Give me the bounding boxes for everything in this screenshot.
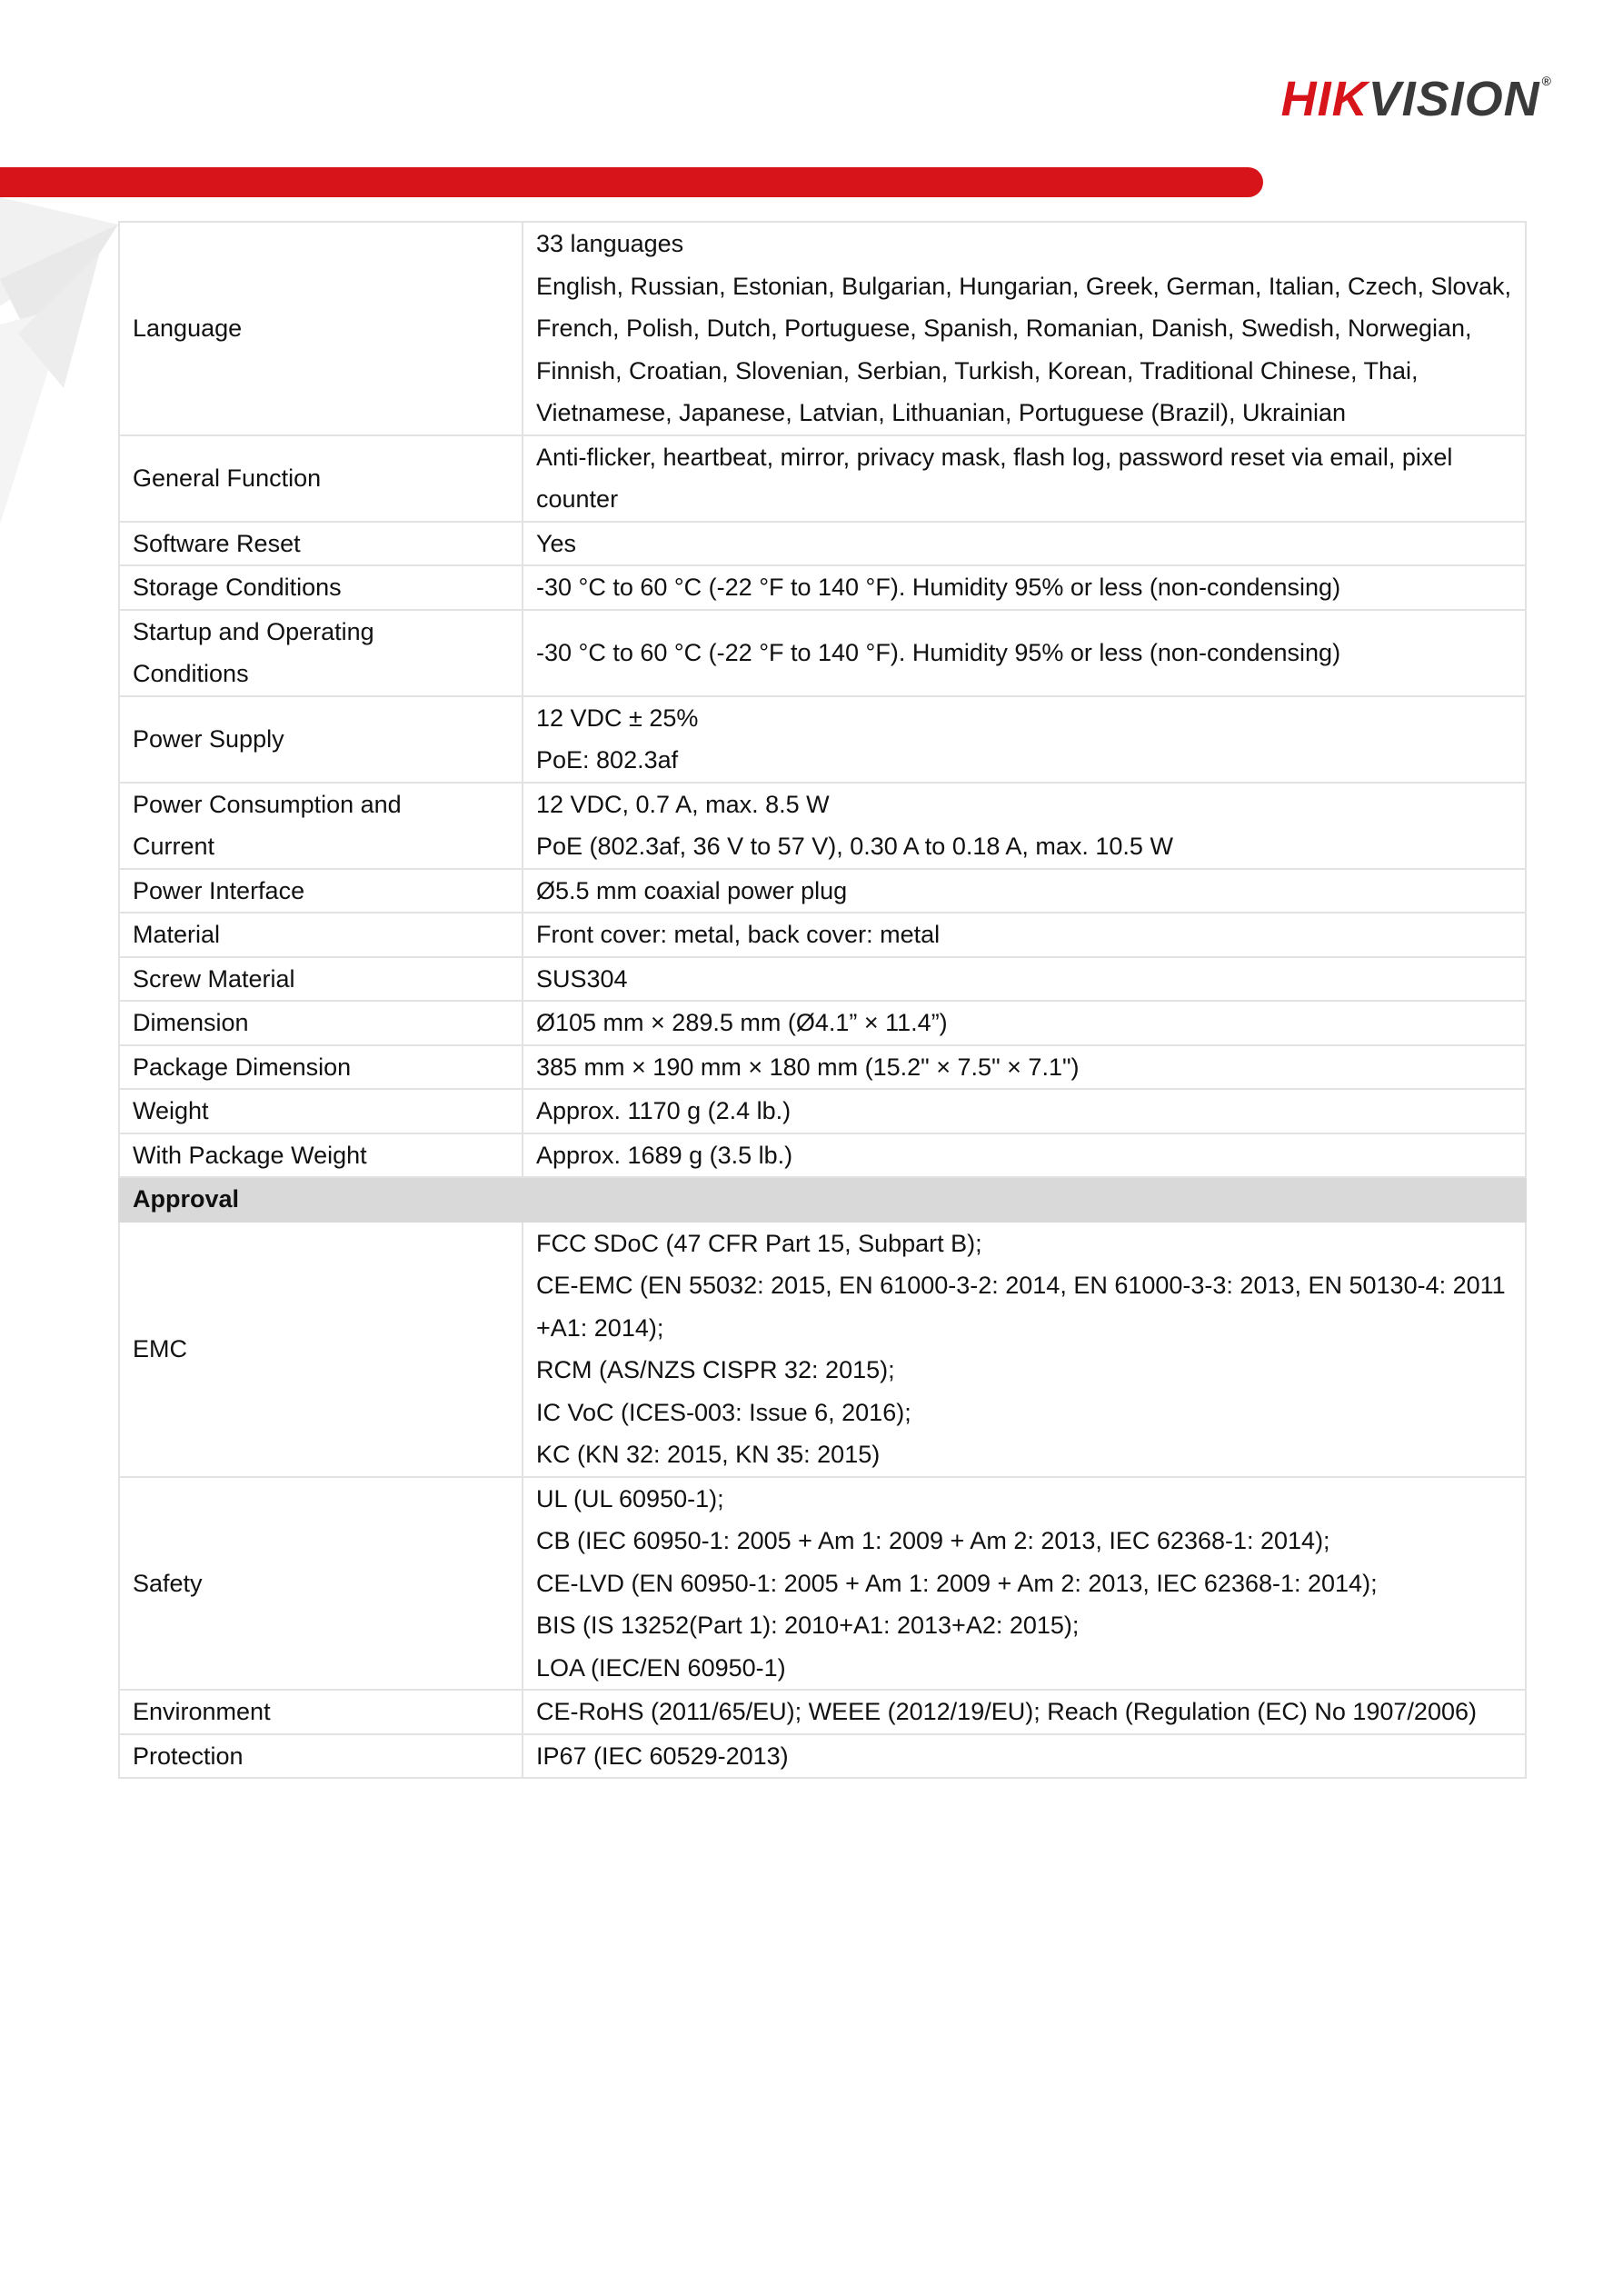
row-value [523, 696, 1526, 783]
row-value: Ø5.5 mm coaxial power plug [523, 869, 1526, 913]
row-label: Screw Material [119, 957, 523, 1002]
row-label: Package Dimension [119, 1045, 523, 1090]
value-line: UL (UL 60950-1); [536, 1484, 724, 1512]
table-row-environment [119, 1690, 1526, 1734]
row-value: Approx. 1689 g (3.5 lb.) [523, 1133, 1526, 1178]
table-row-screw-material [119, 957, 1526, 1002]
table-row-software-reset [119, 522, 1526, 566]
row-value [523, 222, 1526, 435]
logo-text-vision: VISION [1368, 72, 1540, 126]
row-label: Software Reset [119, 522, 523, 566]
value-line: CE-LVD (EN 60950-1: 2005 + Am 1: 2009 + Am 2: 2013, IEC 62368-1: 2014); [536, 1569, 1378, 1597]
row-value: IP67 (IEC 60529-2013) [523, 1734, 1526, 1779]
row-label: Safety [119, 1477, 523, 1691]
value-line: counter [536, 485, 619, 513]
table-row-power-interface [119, 869, 1526, 913]
hikvision-logo [1280, 72, 1552, 126]
row-value [523, 1477, 1526, 1691]
row-value: Ø105 mm × 289.5 mm (Ø4.1” × 11.4”) [523, 1001, 1526, 1045]
value-line: RCM (AS/NZS CISPR 32: 2015); [536, 1356, 895, 1383]
row-value: 385 mm × 190 mm × 180 mm (15.2" × 7.5" × 7.1") [523, 1045, 1526, 1090]
section-title: Approval [119, 1177, 1526, 1222]
row-value [523, 1222, 1526, 1477]
value-line: Vietnamese, Japanese, Latvian, Lithuanian, Portuguese (Brazil), Ukrainian [536, 399, 1347, 426]
row-value [523, 435, 1526, 522]
logo-text-hik: HIK [1280, 72, 1369, 126]
value-line: Finnish, Croatian, Slovenian, Serbian, Turkish, Korean, Traditional Chinese, Thai, [536, 356, 1419, 384]
value-line: +A1: 2014); [536, 1313, 664, 1342]
table-row-dimension [119, 1001, 1526, 1045]
row-label: Protection [119, 1734, 523, 1779]
row-label [119, 610, 523, 696]
row-label: Power Interface [119, 869, 523, 913]
label-line: Power Consumption and [133, 790, 402, 818]
table-row-package-dimension [119, 1045, 1526, 1090]
value-line: KC (KN 32: 2015, KN 35: 2015) [536, 1441, 881, 1468]
row-value: Front cover: metal, back cover: metal [523, 913, 1526, 957]
table-row-material [119, 913, 1526, 957]
value-line: 33 languages [536, 230, 684, 257]
row-label: Language [119, 222, 523, 435]
table-row-power-supply [119, 696, 1526, 783]
table-row-package-weight [119, 1133, 1526, 1178]
specification-table [118, 221, 1527, 1779]
row-label: EMC [119, 1222, 523, 1477]
table-row-general-function [119, 435, 1526, 522]
value-line: CB (IEC 60950-1: 2005 + Am 1: 2009 + Am 2: 2013, IEC 62368-1: 2014); [536, 1527, 1330, 1554]
header-red-band [0, 167, 1263, 197]
table-row-power-consumption [119, 783, 1526, 869]
row-label: Storage Conditions [119, 565, 523, 610]
row-value: CE-RoHS (2011/65/EU); WEEE (2012/19/EU); Reach (Regulation (EC) No 1907/2006) [523, 1690, 1526, 1734]
row-value: SUS304 [523, 957, 1526, 1002]
table-row-safety [119, 1477, 1526, 1691]
value-line: 12 VDC ± 25% [536, 704, 699, 732]
row-label: Dimension [119, 1001, 523, 1045]
label-line: Current [133, 833, 215, 860]
section-header-approval [119, 1177, 1526, 1222]
row-label: Environment [119, 1690, 523, 1734]
value-line: 12 VDC, 0.7 A, max. 8.5 W [536, 790, 830, 818]
table-row-storage-conditions [119, 565, 1526, 610]
table-row-startup-conditions [119, 610, 1526, 696]
value-line: IC VoC (ICES-003: Issue 6, 2016); [536, 1398, 911, 1426]
row-label: General Function [119, 435, 523, 522]
table-row-language [119, 222, 1526, 435]
value-line: LOA (IEC/EN 60950-1) [536, 1653, 786, 1682]
value-line: Anti-flicker, heartbeat, mirror, privacy mask, flash log, password reset via email, pixel [536, 443, 1453, 471]
value-line: English, Russian, Estonian, Bulgarian, Hungarian, Greek, German, Italian, Czech, Slovak, [536, 272, 1512, 300]
row-value [523, 783, 1526, 869]
registered-mark: ® [1541, 74, 1552, 88]
table-row-emc [119, 1222, 1526, 1477]
row-value: Approx. 1170 g (2.4 lb.) [523, 1089, 1526, 1133]
value-line: CE-EMC (EN 55032: 2015, EN 61000-3-2: 2014, EN 61000-3-3: 2013, EN 50130-4: 2011 [536, 1272, 1506, 1299]
value-line: French, Polish, Dutch, Portuguese, Spanish, Romanian, Danish, Swedish, Norwegian, [536, 314, 1472, 342]
table-row-weight [119, 1089, 1526, 1133]
value-line: PoE (802.3af, 36 V to 57 V), 0.30 A to 0.18 A, max. 10.5 W [536, 833, 1173, 860]
row-label: With Package Weight [119, 1133, 523, 1178]
value-line: BIS (IS 13252(Part 1): 2010+A1: 2013+A2: 2015); [536, 1612, 1080, 1639]
row-label: Material [119, 913, 523, 957]
row-label [119, 783, 523, 869]
row-value: -30 °C to 60 °C (-22 °F to 140 °F). Humidity 95% or less (non-condensing) [523, 610, 1526, 696]
row-value: Yes [523, 522, 1526, 566]
value-line: PoE: 802.3af [536, 746, 679, 774]
row-value: -30 °C to 60 °C (-22 °F to 140 °F). Humidity 95% or less (non-condensing) [523, 565, 1526, 610]
label-line: Startup and Operating [133, 617, 374, 645]
label-line: Conditions [133, 660, 249, 687]
table-row-protection [119, 1734, 1526, 1779]
row-label: Power Supply [119, 696, 523, 783]
value-line: FCC SDoC (47 CFR Part 15, Subpart B); [536, 1229, 982, 1257]
decorative-shards [0, 197, 127, 524]
row-label: Weight [119, 1089, 523, 1133]
